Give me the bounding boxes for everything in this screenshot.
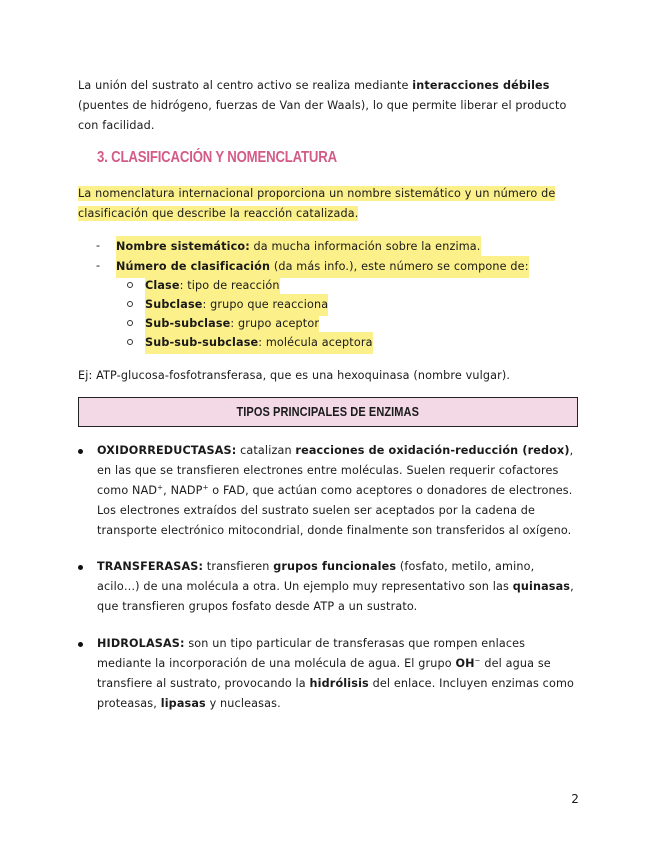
body-text: del agua se transfiere al sustrato, provocando la: [97, 657, 551, 690]
body-text: son un tipo particular de transferasas que rompen enlaces mediante la incorporación de una molécula de agua. El grupo: [97, 637, 526, 670]
superscript: −: [474, 656, 481, 665]
enzyme-types-box: [78, 397, 578, 427]
item-bold: Número de clasificación: [116, 260, 271, 273]
intro-bold: interacciones débiles: [412, 79, 550, 92]
enzyme-name: OXIDORREDUCTASAS:: [97, 444, 237, 457]
bullet-hidrolasas: [78, 634, 578, 714]
body-text: , en las que se transfieren electrones entre moléculas. Suelen requerir cofactores como NAD: [97, 444, 574, 497]
body-bold: lipasas: [160, 697, 206, 710]
body-text: , que transfieren grupos fosfato desde ATP a un sustrato.: [97, 580, 574, 613]
subitem-text: : tipo de reacción: [179, 279, 280, 292]
subitem-text: : molécula aceptora: [258, 336, 373, 349]
bullet-oxidorreductasas: [78, 441, 578, 541]
item-bold: Nombre sistemático:: [116, 240, 250, 253]
bullet-transferasas: [78, 557, 578, 617]
example-text: Ej: ATP-glucosa-fosfotransferasa, que es una hexoquinasa (nombre vulgar).: [78, 369, 511, 382]
subitem-bold: Sub-subclase: [145, 317, 231, 330]
body-bold: hidrólisis: [309, 677, 369, 690]
intro-text: La unión del sustrato al centro activo se realiza mediante: [78, 79, 413, 92]
body-text: transfieren: [203, 560, 274, 573]
subitem-bold: Sub-sub-subclase: [145, 336, 259, 349]
intro-paragraph: [78, 76, 578, 136]
item-text: da mucha información sobre la enzima.: [249, 240, 481, 253]
body-text: y nucleasas.: [205, 697, 281, 710]
circle-bullet-icon: [127, 282, 133, 288]
subitem-text: : grupo aceptor: [230, 317, 320, 330]
box-title: TIPOS PRINCIPALES DE ENZIMAS: [236, 405, 420, 419]
body-bold: grupos funcionales: [273, 560, 397, 573]
subitem-text: : grupo que reacciona: [202, 298, 329, 311]
dash-bullet: -: [96, 239, 101, 252]
body-bold: reacciones de oxidación-reducción (redox): [295, 444, 570, 457]
body-text: (fosfato, metilo, amino, acilo…) de una molécula a otra. Un ejemplo muy representativo son las: [97, 560, 535, 593]
body-bold: OH: [455, 657, 475, 670]
nomenclature-line-2: clasificación que describe la reacción catalizada.: [78, 207, 359, 220]
nomenclature-line-1: La nomenclatura internacional proporciona un nombre sistemático y un número de: [78, 187, 556, 200]
intro-text-2: (puentes de hidrógeno, fuerzas de Van der Waals), lo que permite liberar el producto con facilidad.: [78, 99, 567, 132]
body-text: del enlace. Incluyen enzimas como proteasas,: [97, 677, 574, 710]
body-text: o FAD, que actúan como aceptores o donadores de electrones. Los electrones extraídos del sustrato suelen ser aceptados por la cadena de transporte electrónico mitocondrial, donde finalmente son transferidos al oxígeno.: [97, 484, 573, 537]
body-text: , NADP: [163, 484, 203, 497]
bullet-dot-icon: [78, 565, 83, 570]
section-heading: 3. CLASIFICACIÓN Y NOMENCLATURA: [97, 149, 337, 166]
superscript: +: [202, 483, 209, 492]
circle-bullet-icon: [127, 320, 133, 326]
circle-bullet-icon: [127, 339, 133, 345]
body-text: catalizan: [236, 444, 296, 457]
dash-bullet: -: [96, 259, 101, 272]
page-number: 2: [571, 792, 579, 806]
circle-bullet-icon: [127, 301, 133, 307]
subitem-bold: Subclase: [145, 298, 203, 311]
item-text: (da más info.), este número se compone de:: [270, 260, 529, 273]
enzyme-name: HIDROLASAS:: [97, 637, 185, 650]
subitem-bold: Clase: [145, 279, 180, 292]
superscript: +: [157, 483, 164, 492]
bullet-dot-icon: [78, 642, 83, 647]
bullet-dot-icon: [78, 449, 83, 454]
nomenclature-paragraph: [78, 184, 578, 224]
body-bold: quinasas: [512, 580, 571, 593]
enzyme-name: TRANSFERASAS:: [97, 560, 204, 573]
